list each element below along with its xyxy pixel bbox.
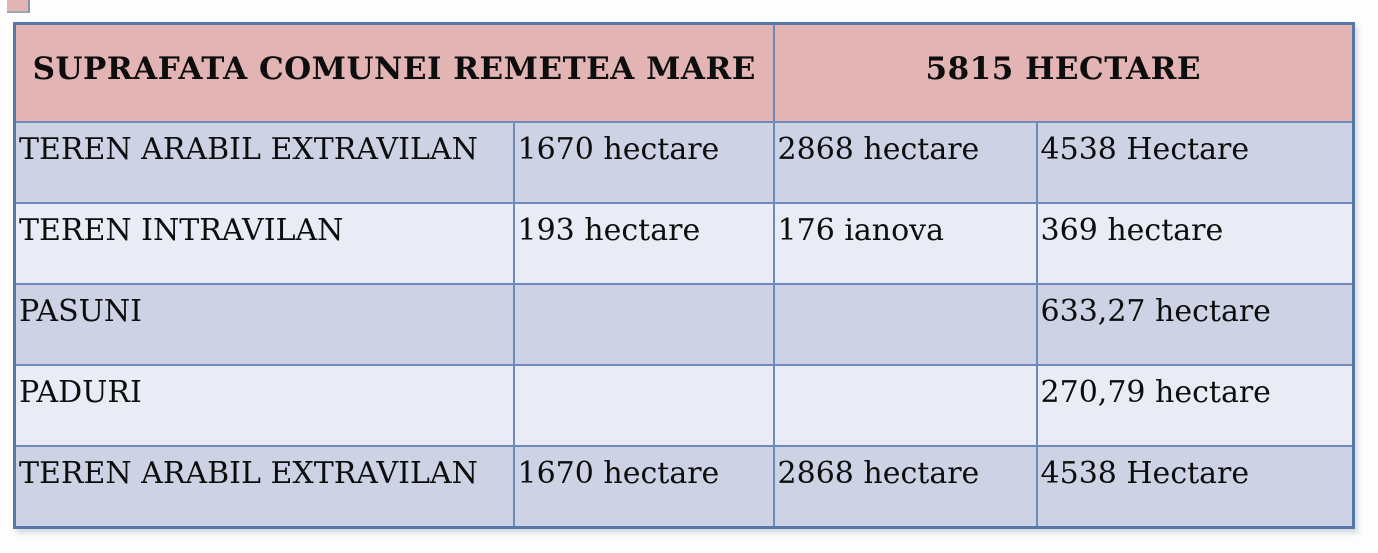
row-value-3: 369 hectare <box>1037 203 1354 284</box>
row-label: TEREN ARABIL EXTRAVILAN <box>15 446 514 527</box>
table-row <box>15 446 1354 527</box>
row-value-2 <box>774 284 1037 365</box>
row-value-1: 1670 hectare <box>514 122 774 203</box>
row-value-2: 2868 hectare <box>774 122 1037 203</box>
row-value-1 <box>514 284 774 365</box>
table-row <box>15 122 1354 203</box>
row-label: TEREN INTRAVILAN <box>15 203 514 284</box>
row-value-1: 1670 hectare <box>514 446 774 527</box>
table-row <box>15 203 1354 284</box>
table-header-title: SUPRAFATA COMUNEI REMETEA MARE <box>15 24 774 122</box>
row-value-3: 4538 Hectare <box>1037 122 1354 203</box>
row-value-2: 176 ianova <box>774 203 1037 284</box>
row-value-3: 270,79 hectare <box>1037 365 1354 446</box>
table-header-total: 5815 HECTARE <box>774 24 1354 122</box>
row-label: TEREN ARABIL EXTRAVILAN <box>15 122 514 203</box>
row-value-3: 4538 Hectare <box>1037 446 1354 527</box>
table-header-row <box>15 24 1354 122</box>
row-value-3: 633,27 hectare <box>1037 284 1354 365</box>
row-value-1: 193 hectare <box>514 203 774 284</box>
row-value-2 <box>774 365 1037 446</box>
row-label: PASUNI <box>15 284 514 365</box>
cropped-cell-fragment <box>7 0 30 13</box>
row-value-2: 2868 hectare <box>774 446 1037 527</box>
commune-surface-table <box>13 22 1355 529</box>
table-row <box>15 365 1354 446</box>
table-row <box>15 284 1354 365</box>
row-label: PADURI <box>15 365 514 446</box>
row-value-1 <box>514 365 774 446</box>
